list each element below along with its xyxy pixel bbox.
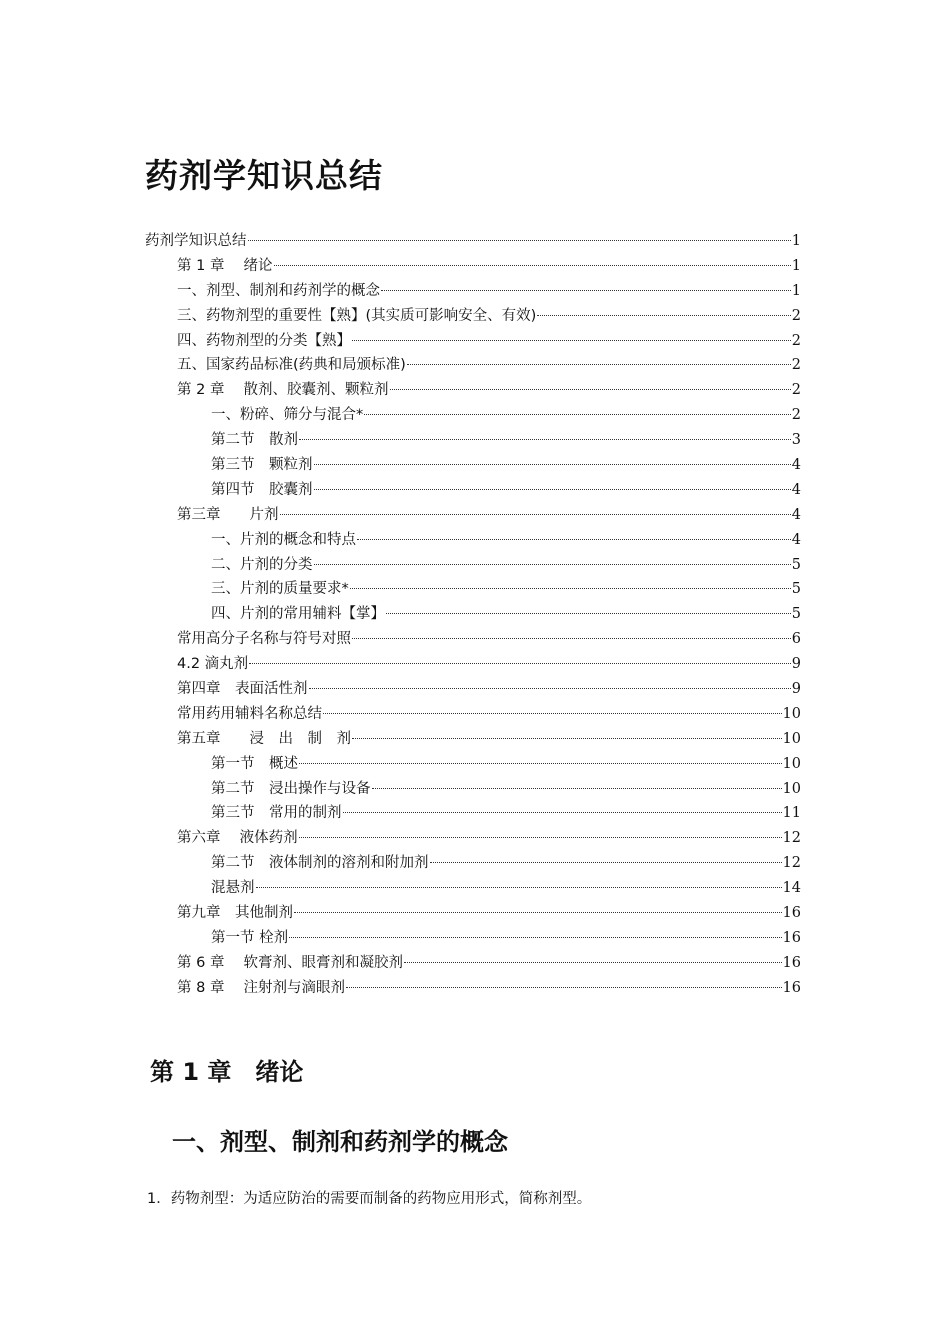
toc-entry[interactable] [145, 826, 801, 851]
toc-dot-leader [314, 564, 791, 565]
toc-entry[interactable] [145, 403, 801, 428]
toc-entry[interactable] [145, 353, 801, 378]
toc-entry-text: 第二节 液体制剂的溶剂和附加剂 [211, 855, 429, 872]
toc-dot-leader [343, 812, 782, 813]
toc-page-number: 4 [791, 481, 801, 498]
toc-dot-leader [274, 265, 791, 266]
toc-entry-text: 第 6 章 软膏剂、眼膏剂和凝胶剂 [177, 954, 404, 971]
toc-dot-leader [289, 937, 781, 938]
toc-entry[interactable] [145, 528, 801, 553]
toc-dot-leader [294, 912, 782, 913]
toc-page-number: 2 [791, 407, 801, 424]
toc-entry[interactable] [145, 926, 801, 951]
toc-entry[interactable] [145, 627, 801, 652]
toc-entry[interactable] [145, 602, 801, 627]
toc-page-number: 16 [782, 929, 801, 946]
toc-entry-text: 4.2 滴丸剂 [177, 656, 249, 673]
toc-page-number: 9 [791, 681, 801, 698]
toc-entry[interactable] [145, 702, 801, 727]
toc-entry-text: 第六章 液体药剂 [177, 830, 298, 847]
section-heading: 一、剂型、制剂和药剂学的概念 [172, 1128, 508, 1156]
toc-entry-text: 药剂学知识总结 [145, 233, 247, 249]
toc-page-number: 10 [782, 730, 801, 747]
toc-entry[interactable] [145, 976, 801, 1001]
toc-dot-leader [537, 315, 790, 316]
toc-entry-text: 一、剂型、制剂和药剂学的概念 [177, 282, 380, 299]
toc-dot-leader [352, 738, 782, 739]
toc-entry-text: 二、片剂的分类 [211, 556, 313, 573]
toc-entry[interactable] [145, 304, 801, 329]
toc-page-number: 4 [791, 457, 801, 474]
toc-entry-text: 第二节 浸出操作与设备 [211, 780, 371, 797]
toc-page-number: 11 [782, 805, 801, 822]
toc-entry[interactable] [145, 901, 801, 926]
toc-entry[interactable] [145, 229, 801, 254]
toc-entry-text: 四、药物剂型的分类【熟】 [177, 332, 351, 349]
toc-dot-leader [352, 638, 791, 639]
toc-page-number: 3 [791, 432, 801, 449]
toc-entry[interactable] [145, 478, 801, 503]
toc-entry-text: 第三节 常用的制剂 [211, 805, 342, 822]
toc-entry-text: 第 2 章 散剂、胶囊剂、颗粒剂 [177, 382, 389, 399]
toc-entry-text: 三、片剂的质量要求* [211, 581, 349, 598]
toc-dot-leader [390, 389, 791, 390]
toc-entry[interactable] [145, 329, 801, 354]
toc-dot-leader [249, 663, 791, 664]
toc-dot-leader [256, 887, 782, 888]
toc-dot-leader [404, 962, 781, 963]
toc-entry-text: 四、片剂的常用辅料【掌】 [211, 606, 385, 623]
body-paragraph: 1．药物剂型：为适应防治的需要而制备的药物应用形式，简称剂型。 [147, 1191, 592, 1207]
toc-entry[interactable] [145, 777, 801, 802]
toc-entry[interactable] [145, 453, 801, 478]
toc-entry[interactable] [145, 279, 801, 304]
toc-entry-text: 第一节 栓剂 [211, 929, 289, 946]
toc-entry-text: 第一节 概述 [211, 755, 298, 772]
toc-entry[interactable] [145, 801, 801, 826]
toc-entry[interactable] [145, 577, 801, 602]
toc-dot-leader [323, 713, 782, 714]
toc-dot-leader [346, 987, 781, 988]
toc-dot-leader [430, 862, 782, 863]
toc-page-number: 10 [782, 780, 801, 797]
toc-dot-leader [248, 240, 791, 241]
toc-entry-text: 第三节 颗粒剂 [211, 457, 313, 474]
toc-dot-leader [280, 514, 791, 515]
toc-page-number: 16 [782, 954, 801, 971]
toc-entry-text: 常用药用辅料名称总结 [177, 705, 322, 722]
toc-entry[interactable] [145, 652, 801, 677]
toc-page-number: 5 [791, 606, 801, 623]
chapter-heading: 第 1 章 绪论 [150, 1058, 304, 1086]
toc-entry-text: 五、国家药品标准(药典和局颁标准) [177, 357, 406, 374]
toc-page-number: 16 [782, 979, 801, 996]
toc-entry[interactable] [145, 254, 801, 279]
toc-dot-leader [350, 588, 791, 589]
toc-dot-leader [372, 788, 782, 789]
toc-page-number: 2 [791, 307, 801, 324]
toc-dot-leader [364, 414, 791, 415]
toc-entry-text: 第 8 章 注射剂与滴眼剂 [177, 979, 346, 996]
toc-dot-leader [352, 340, 791, 341]
toc-entry-text: 第四章 表面活性剂 [177, 681, 308, 698]
toc-page-number: 10 [782, 755, 801, 772]
toc-entry[interactable] [145, 503, 801, 528]
table-of-contents [145, 229, 801, 1001]
toc-dot-leader [299, 763, 782, 764]
toc-page-number: 1 [791, 282, 801, 299]
toc-entry[interactable] [145, 378, 801, 403]
toc-page-number: 2 [791, 382, 801, 399]
toc-page-number: 12 [782, 830, 801, 847]
toc-entry-text: 三、药物剂型的重要性【熟】(其实质可影响安全、有效) [177, 307, 537, 324]
toc-dot-leader [299, 837, 782, 838]
toc-entry-text: 常用高分子名称与符号对照 [177, 631, 351, 648]
toc-entry-text: 第 1 章 绪论 [177, 257, 273, 274]
toc-dot-leader [299, 439, 791, 440]
toc-entry-text: 混悬剂 [211, 880, 255, 897]
toc-page-number: 1 [791, 233, 801, 249]
toc-entry-text: 第二节 散剂 [211, 432, 298, 449]
toc-page-number: 10 [782, 705, 801, 722]
toc-dot-leader [309, 688, 791, 689]
toc-dot-leader [314, 489, 791, 490]
toc-dot-leader [381, 290, 791, 291]
toc-dot-leader [386, 613, 791, 614]
toc-entry[interactable] [145, 727, 801, 752]
toc-page-number: 2 [791, 332, 801, 349]
toc-dot-leader [314, 464, 791, 465]
toc-page-number: 5 [791, 581, 801, 598]
toc-entry-text: 第五章 浸 出 制 剂 [177, 730, 351, 747]
toc-entry-text: 一、粉碎、筛分与混合* [211, 407, 364, 424]
toc-page-number: 1 [791, 257, 801, 274]
toc-entry-text: 第九章 其他制剂 [177, 905, 293, 922]
toc-page-number: 14 [782, 880, 801, 897]
toc-entry-text: 第四节 胶囊剂 [211, 481, 313, 498]
toc-page-number: 9 [791, 656, 801, 673]
toc-entry[interactable] [145, 752, 801, 777]
toc-entry-text: 第三章 片剂 [177, 506, 279, 523]
toc-page-number: 6 [791, 631, 801, 648]
toc-dot-leader [357, 539, 791, 540]
toc-page-number: 12 [782, 855, 801, 872]
toc-page-number: 5 [791, 556, 801, 573]
toc-entry[interactable] [145, 851, 801, 876]
toc-page-number: 2 [791, 357, 801, 374]
toc-entry[interactable] [145, 677, 801, 702]
toc-entry[interactable] [145, 951, 801, 976]
toc-entry[interactable] [145, 876, 801, 901]
document-title: 药剂学知识总结 [145, 156, 383, 195]
toc-page-number: 4 [791, 531, 801, 548]
toc-entry-text: 一、片剂的概念和特点 [211, 531, 356, 548]
toc-page-number: 16 [782, 905, 801, 922]
toc-entry[interactable] [145, 428, 801, 453]
toc-entry[interactable] [145, 553, 801, 578]
toc-page-number: 4 [791, 506, 801, 523]
toc-dot-leader [407, 364, 791, 365]
